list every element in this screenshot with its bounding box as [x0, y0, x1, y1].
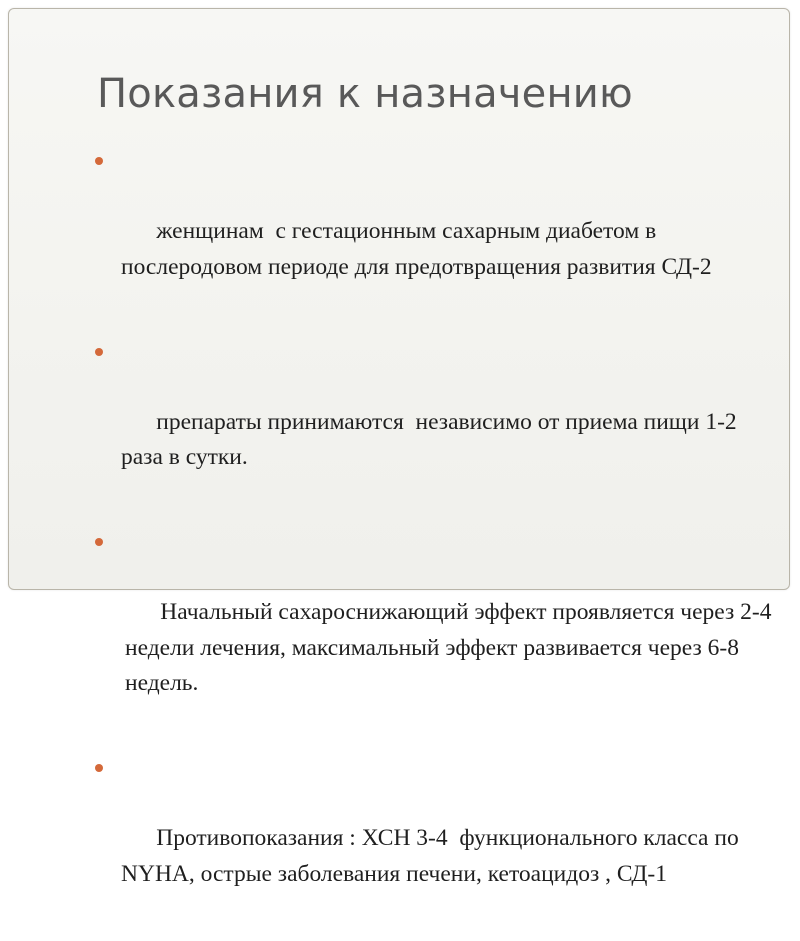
- bullet-text: Начальный сахароснижающий эффект проявляется через 2-4 недели лечения, максимальный эффект развивается через 6-8 недель.: [125, 599, 778, 696]
- slide-title: Показания к назначению: [97, 71, 633, 117]
- bullet-text: препараты принимаются независимо от приема пищи 1-2 раза в сутки.: [121, 408, 743, 470]
- list-item: [95, 334, 775, 512]
- bullet-list: [95, 143, 778, 941]
- bullet-dot-icon: [95, 764, 103, 772]
- list-item: [95, 143, 775, 321]
- list-item: [95, 524, 778, 737]
- bullet-text: Противопоказания : ХСН 3-4 функционального класса по NYHA, острые заболевания печени, кетоацидоз , СД-1: [121, 825, 745, 887]
- slide-frame: [8, 8, 790, 887]
- list-item: [95, 750, 775, 928]
- bullet-text: женщинам с гестационным сахарным диабетом в послеродовом периоде для предотвращения развития СД-2: [121, 218, 712, 280]
- bullet-dot-icon: [95, 157, 103, 165]
- bullet-dot-icon: [95, 538, 103, 546]
- bullet-dot-icon: [95, 348, 103, 356]
